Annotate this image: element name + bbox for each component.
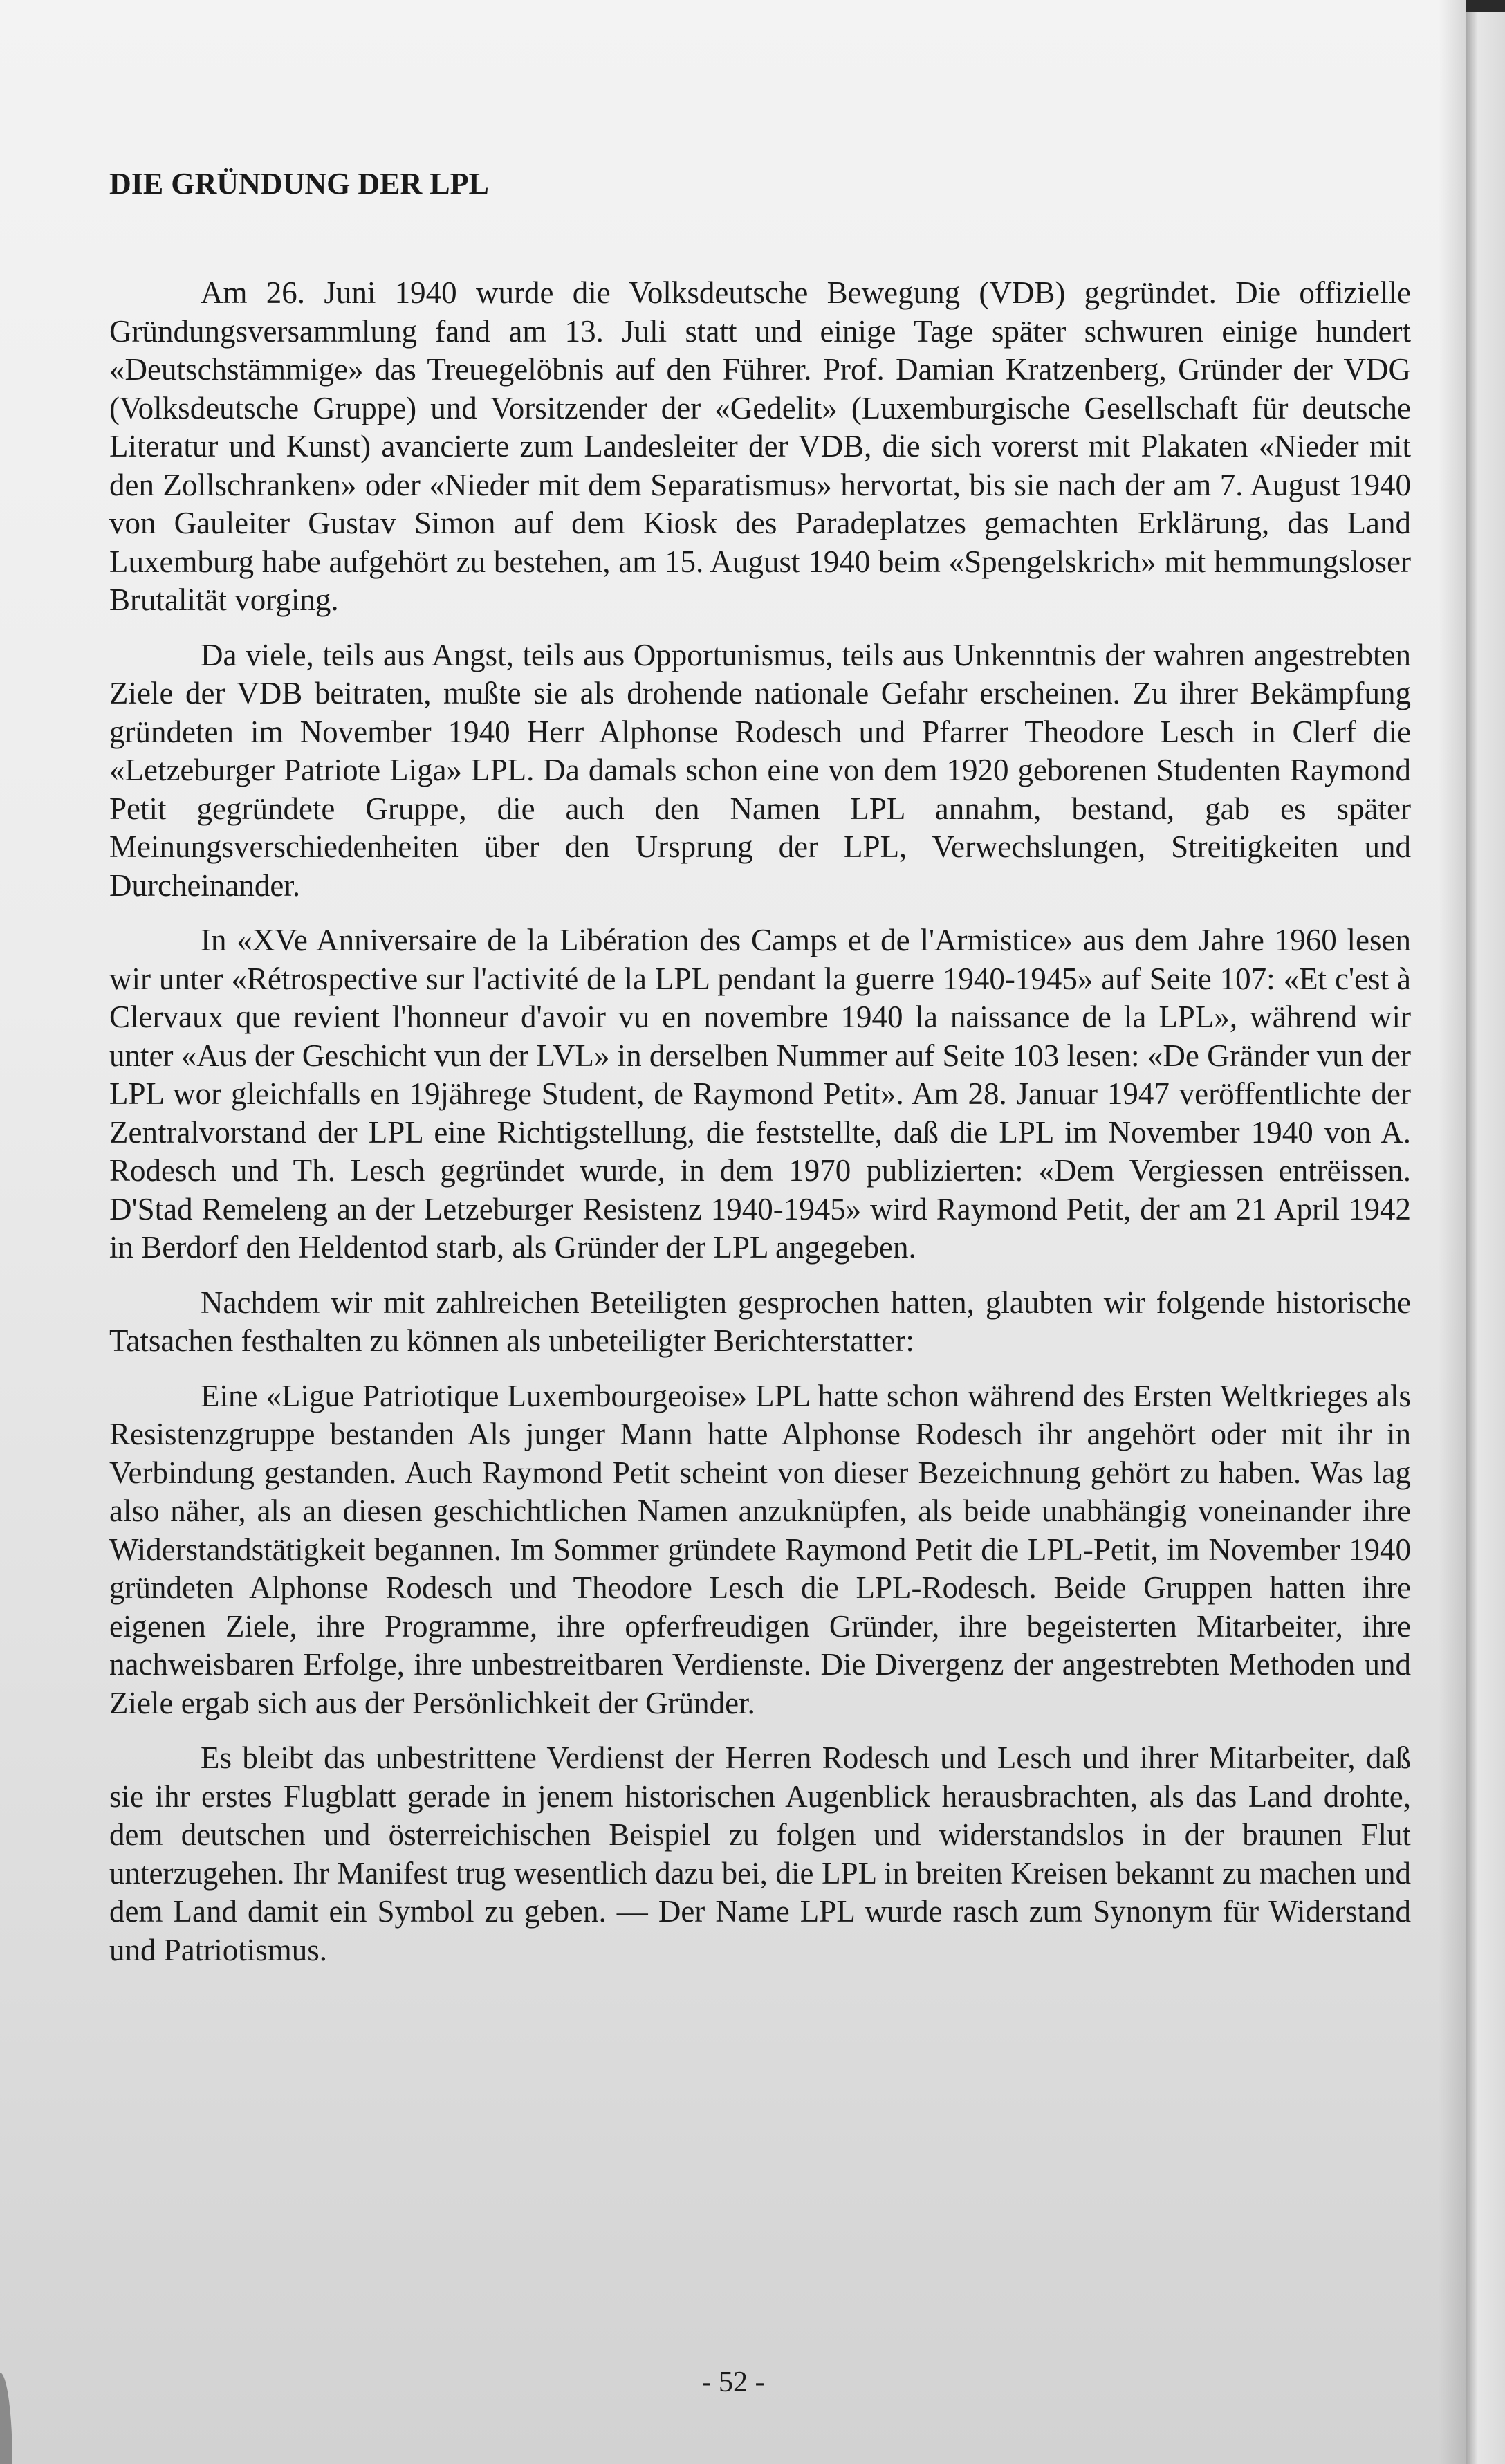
page-number: - 52 - bbox=[701, 2366, 765, 2398]
paragraph-interviews: Nachdem wir mit zahlreichen Beteiligten gesprochen hatten, glaubten wir folgende historische Tatsachen festhalten zu können als unbeteiligter Berichterstatter: bbox=[109, 1285, 1411, 1358]
next-page-edge bbox=[1466, 12, 1505, 2464]
paragraph-merit: Es bleibt das unbestrittene Verdienst der Herren Rodesch und Lesch und ihrer Mitarbeiter, daß sie ihr erstes Flugblatt gerade in jenem historischen Augenblick herausbrachten, als das Land drohte, dem deutschen und österreichischen Beispiel zu folgen und widerstandslos in der braunen Flut unterzugehen. Ihr Manifest trug wesentlich dazu bei, die LPL in breiten Kreisen bekannt zu machen und dem Land damit ein Symbol zu geben. — Der Name LPL wurde rasch zum Synonym für Widerstand und Patriotismus. bbox=[109, 1740, 1411, 1967]
paragraph-lpl-founding: Da viele, teils aus Angst, teils aus Opportunismus, teils aus Unkenntnis der wahren angestrebten Ziele der VDB beitraten, mußte sie als drohende nationale Gefahr erscheinen. Zu ihrer Bekämpfung gründeten im November 1940 Herr Alphonse Rodesch und Pfarrer Theodore Lesch in Clerf die «Letzeburger Patriote Liga» LPL. Da damals schon eine von dem 1920 geborenen Studenten Raymond Petit gegründete Gruppe, die auch den Namen LPL annahm, bestand, gab es später Meinungsverschiedenheiten über den Ursprung der LPL, Verwechslungen, Streitigkeiten und Durcheinander. bbox=[109, 637, 1411, 903]
chapter-title: DIE GRÜNDUNG DER LPL bbox=[109, 167, 489, 201]
paragraph-historical-facts: Eine «Ligue Patriotique Luxembourgeoise» LPL hatte schon während des Ersten Weltkrieges als Resistenzgruppe bestanden Als junger Mann hatte Alphonse Rodesch ihr angehört oder mit ihr in Verbindung gestanden. Auch Raymond Petit scheint von dieser Bezeichnung gehört zu haben. Was lag also näher, als an diesen geschichtlichen Namen anzuknüpfen, als beide unabhängig voneinander ihre Widerstandstätigkeit begannen. Im Sommer gründete Raymond Petit die LPL-Petit, im November 1940 gründeten Alphonse Rodesch und Theodore Lesch die LPL-Rodesch. Beide Gruppen hatten ihre eigenen Ziele, ihre Programme, ihre opferfreudigen Gründer, ihre begeisterten Mitarbeiter, ihre nachweisbaren Erfolge, ihre unbestreitbaren Verdienste. Die Divergenz der angestrebten Methoden und Ziele ergab sich aus der Persönlichkeit der Gründer. bbox=[109, 1378, 1411, 1720]
paragraph-vdb-founding: Am 26. Juni 1940 wurde die Volksdeutsche Bewegung (VDB) gegründet. Die offizielle Gründungsversammlung fand am 13. Juli statt und einige Tage später schwuren einige hundert «Deutschstämmige» das Treuegelöbnis auf den Führer. Prof. Damian Kratzenberg, Gründer der VDG (Volksdeutsche Gruppe) und Vorsitzender der «Gedelit» (Luxemburgische Gesellschaft für deutsche Literatur und Kunst) avancierte zum Landesleiter der VDB, die sich vorerst mit Plakaten «Nieder mit den Zollschranken» oder «Nieder mit dem Separatismus» hervortat, bis sie nach der am 7. August 1940 von Gauleiter Gustav Simon auf dem Kiosk des Paradeplatzes gemachten Erklärung, das Land Luxemburg habe aufgehört zu bestehen, am 15. August 1940 beim «Spengelskrich» mit hemmungsloser Brutalität vorging. bbox=[109, 275, 1411, 617]
body-text bbox=[109, 274, 1411, 1986]
paragraph-sources: In «XVe Anniversaire de la Libération des Camps et de l'Armistice» aus dem Jahre 1960 lesen wir unter «Rétrospective sur l'activité de la LPL pendant la guerre 1940-1945» auf Seite 107: «Et c'est à Clervaux que revient l'honneur d'avoir vu en novembre 1940 la naissance de la LPL», während wir unter «Aus der Geschicht vun der LVL» in derselben Nummer auf Seite 103 lesen: «De Gränder vun der LPL wor gleichfalls en 19jährege Student, de Raymond Petit». Am 28. Januar 1947 veröffentlichte der Zentralvorstand der LPL eine Richtigstellung, die feststellte, daß die LPL im November 1940 von A. Rodesch und Th. Lesch gegründet wurde, in dem 1970 publizierten: «Dem Vergiessen entrëissen. D'Stad Remeleng an der Letzeburger Resistenz 1940-1945» wird Raymond Petit, der am 21 April 1942 in Berdorf den Heldentod starb, als Gründer der LPL angegeben. bbox=[109, 923, 1411, 1265]
page-gutter-shadow bbox=[1439, 0, 1466, 2464]
